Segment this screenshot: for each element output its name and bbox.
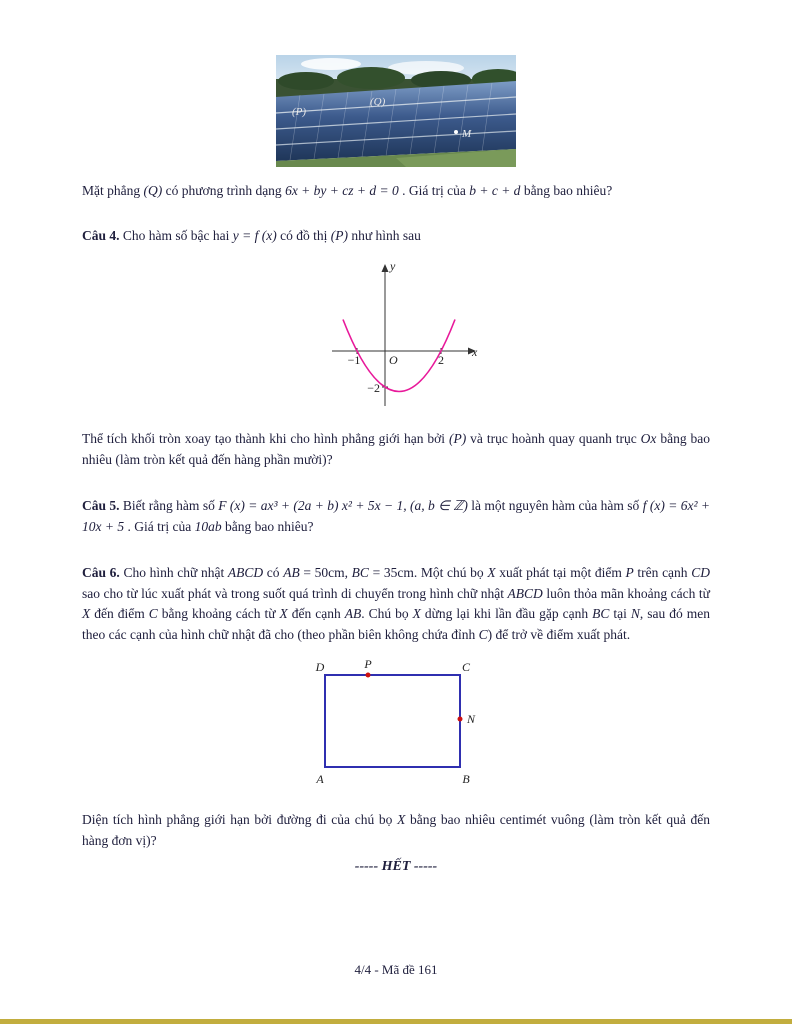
text-segment: trên cạnh	[633, 565, 692, 581]
text-segment: có đồ thị	[276, 227, 331, 243]
photo-point-M-dot	[454, 130, 458, 134]
text-segment: = 35cm. Một chú bọ	[368, 565, 488, 581]
photo-tree	[278, 72, 334, 90]
text-segment: AB	[344, 606, 362, 622]
text-segment: b + c + d	[469, 183, 521, 198]
rectangle-svg	[310, 657, 490, 789]
y-axis-arrow	[382, 264, 389, 272]
end-marker: ----- HẾT -----	[354, 859, 438, 875]
text-segment: . Chú bọ	[361, 606, 413, 622]
photo-cloud	[301, 58, 361, 70]
text-segment: X	[82, 606, 91, 622]
point-N-dot	[458, 717, 463, 722]
text-segment: ABCD	[507, 585, 543, 601]
origin-label: O	[389, 353, 398, 368]
text-segment: y = f (x)	[232, 227, 277, 243]
text-segment: (P)	[448, 431, 467, 447]
text-segment: đến điểm	[90, 606, 149, 622]
solar-panel-photo	[276, 55, 516, 167]
text-segment: C	[478, 626, 488, 642]
x-axis-label: x	[472, 345, 478, 360]
photo-label-M: M	[462, 128, 472, 140]
text-segment: C	[148, 606, 158, 622]
text-segment: Ox	[640, 431, 657, 447]
text-segment: , sau đó men theo các cạnh của hình chữ nhật đã cho (theo phần biên không chứa đỉnh	[82, 606, 710, 642]
text-segment: là một nguyên hàm của hàm số	[467, 498, 643, 514]
text-segment: có phương trình dạng	[162, 183, 286, 198]
tick-label-2: 2	[438, 353, 444, 368]
text-segment: Mặt phẳng	[82, 183, 144, 198]
text-segment: bằng bao nhiêu?	[520, 183, 613, 198]
point-label-N: N	[467, 712, 476, 727]
solar-photo-svg	[276, 55, 516, 167]
text-segment: Thể tích khối tròn xoay tạo thành khi cho hình phẳng giới hạn bởi	[82, 431, 449, 447]
text-segment: P	[625, 565, 634, 581]
text-segment: AB	[283, 565, 300, 581]
parabola-svg	[310, 256, 482, 414]
text-segment: BC	[592, 606, 610, 622]
text-segment: Diện tích hình phẳng giới hạn bởi đường đi của chú bọ	[82, 812, 398, 828]
question-6-final	[82, 810, 710, 851]
text-segment: 6x + by + cz + d = 0	[285, 183, 399, 198]
tick-label-neg2: −2	[367, 381, 380, 396]
text-segment: . Giá trị của	[124, 518, 195, 534]
point-P-dot	[366, 673, 371, 678]
text-segment: CD	[691, 565, 710, 581]
vertex-label-A: A	[316, 772, 324, 787]
text-segment: X	[487, 565, 496, 581]
point-label-P: P	[364, 657, 372, 672]
tick-label-neg1: −1	[347, 353, 361, 368]
text-segment: Cho hàm số bậc hai	[119, 227, 233, 243]
rectangle-ABCD	[325, 675, 460, 767]
text-segment: tại	[609, 606, 631, 622]
text-segment: và trục hoành quay quanh trục	[466, 431, 641, 447]
page-footer: 4/4 - Mã đề 161	[354, 962, 438, 977]
text-segment: X	[279, 606, 288, 622]
text-segment: f (x) = 6x² + 10x + 5	[82, 498, 710, 534]
text-segment: X	[397, 812, 406, 828]
text-segment: N	[630, 606, 640, 622]
text-segment: bằng khoảng cách từ	[157, 606, 280, 622]
text-segment: . Giá trị của	[398, 183, 470, 198]
question-6	[82, 563, 710, 645]
text-segment: ) để trở về điểm xuất phát.	[487, 626, 631, 642]
text-segment: bằng bao nhiêu?	[221, 518, 314, 534]
question-4-heading	[82, 226, 710, 247]
parabola-graph	[310, 256, 482, 419]
text-segment: Câu 6.	[82, 565, 120, 581]
text-segment: Câu 5.	[82, 498, 120, 514]
text-segment: = 50cm,	[299, 565, 352, 581]
text-segment: có	[263, 565, 284, 581]
text-segment: X	[412, 606, 421, 622]
text-segment: (P)	[330, 227, 348, 243]
text-segment: xuất phát tại một điểm	[495, 565, 626, 581]
text-segment: F (x) = ax³ + (2a + b) x² + 5x − 1, (a, b ∈ ℤ)	[218, 498, 468, 514]
text-segment: ABCD	[227, 565, 264, 581]
page-content	[0, 55, 792, 875]
text-segment: bằng bao nhiêu (làm tròn kết quả đến hàng phần mười)?	[82, 431, 711, 467]
photo-label-Q: (Q)	[370, 96, 386, 108]
photo-tree	[337, 67, 405, 89]
text-segment: BC	[351, 565, 369, 581]
question-3-tail	[82, 181, 710, 202]
rectangle-diagram	[310, 657, 490, 794]
text-segment: như hình sau	[347, 227, 421, 243]
text-segment: Biết rằng hàm số	[119, 498, 219, 514]
vertex-label-D: D	[315, 660, 325, 675]
scan-edge-strip	[0, 1019, 792, 1024]
text-segment: Cho hình chữ nhật	[119, 565, 228, 581]
vertex-label-C: C	[461, 660, 471, 675]
question-4-body	[82, 429, 710, 470]
text-segment: Câu 4.	[82, 227, 120, 243]
text-segment: luôn thỏa mãn khoảng cách từ	[542, 585, 710, 601]
text-segment: dừng lại khi lần đầu gặp cạnh	[420, 606, 593, 622]
text-segment: sao cho từ lúc xuất phát và trong suốt quá trình di chuyển trong hình chữ nhật	[82, 585, 508, 601]
y-axis-label: y	[390, 259, 396, 274]
text-segment: đến cạnh	[287, 606, 345, 622]
question-5	[82, 496, 710, 537]
vertex-label-B: B	[462, 772, 470, 787]
text-segment: bằng bao nhiêu centimét vuông (làm tròn kết quả đến hàng đơn vị)?	[82, 812, 710, 848]
photo-label-P: (P)	[292, 106, 307, 118]
text-segment: (Q)	[143, 183, 163, 198]
text-segment: 10ab	[194, 518, 222, 534]
